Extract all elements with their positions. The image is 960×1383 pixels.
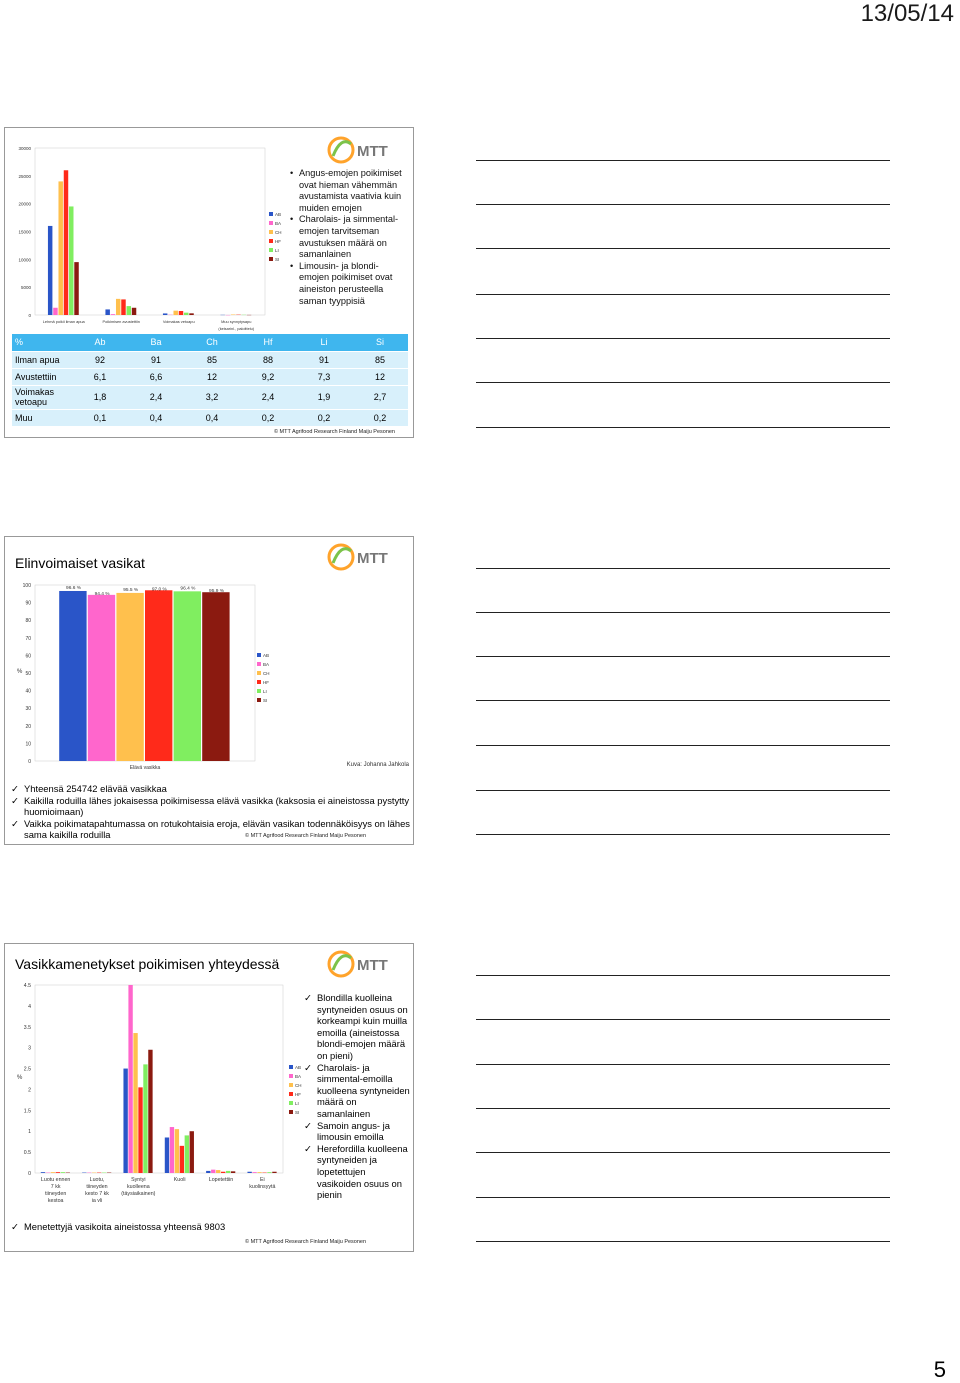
bar [206, 1171, 210, 1173]
table-header-row [12, 334, 408, 351]
legend-swatch [269, 221, 273, 225]
table-cell: 12 [184, 368, 240, 385]
logo-text: MTT [357, 550, 388, 567]
y-tick-label: 15000 [18, 229, 31, 235]
bar [179, 311, 183, 315]
y-tick-label: 80 [25, 618, 31, 625]
x-tick-label: kesto 7 kk [85, 1191, 109, 1197]
bar [111, 314, 115, 315]
y-tick-label: 0 [28, 313, 31, 318]
bar [121, 299, 125, 315]
legend-swatch [269, 230, 273, 234]
bar [88, 595, 115, 761]
y-tick-label: 4.5 [23, 983, 31, 989]
x-tick-label: kestoa [47, 1198, 64, 1202]
x-tick-label: Luotu ennen [40, 1177, 71, 1183]
bar [184, 313, 188, 315]
table-row [12, 351, 408, 368]
bar [163, 313, 167, 315]
x-tick-label: Muu synnytysapu [221, 319, 252, 324]
notes-line [476, 248, 890, 249]
y-tick-label: 1.5 [23, 1108, 31, 1115]
x-tick-label: Poikimisen avustettiin [102, 319, 140, 324]
bar [165, 1137, 169, 1173]
legend-swatch [257, 671, 261, 675]
y-tick-label: 40 [25, 688, 31, 695]
legend-label: BA [263, 662, 270, 667]
legend-label: LI [263, 689, 267, 694]
slide3-title: Vasikkamenetykset poikimisen yhteydessä [15, 956, 280, 972]
legend-swatch [289, 1092, 293, 1096]
slide2-title: Elinvoimaiset vasikat [15, 555, 145, 571]
legend-label: AB [275, 212, 282, 217]
table-cell: 88 [240, 351, 296, 368]
bar [226, 1171, 230, 1173]
y-tick-label: 3 [28, 1045, 31, 1052]
bar [56, 1172, 60, 1173]
y-tick-label: 0.5 [23, 1150, 31, 1157]
notes-line [476, 700, 890, 701]
y-tick-label: 4 [28, 1003, 31, 1010]
legend-label: CH [295, 1083, 302, 1088]
x-tick-label: Syntyi [131, 1177, 146, 1183]
table-cell: 0,4 [184, 409, 240, 426]
bar [69, 206, 73, 315]
copyright: © MTT Agrifood Research Finland Maiju Pesonen [245, 833, 367, 839]
bar [116, 593, 143, 761]
x-tick-label: Kuoli [173, 1177, 186, 1183]
legend-swatch [257, 689, 261, 693]
bar [48, 226, 52, 315]
notes-line [476, 975, 890, 976]
table-cell: 2,4 [240, 385, 296, 409]
bar [105, 309, 109, 315]
slide1-bullets [290, 168, 408, 307]
bar [128, 985, 132, 1173]
legend-swatch [257, 662, 261, 666]
bar [133, 1033, 137, 1173]
slide3-bottom-bullet [11, 1221, 301, 1232]
x-tick-label: (täysiaikainen) [121, 1191, 156, 1197]
legend-label: HF [295, 1092, 301, 1097]
notes-line [476, 160, 890, 161]
y-axis-label: % [17, 1075, 23, 1081]
bar [216, 1170, 220, 1173]
table-cell: 91 [128, 351, 184, 368]
table-cell: 0,1 [72, 409, 128, 426]
y-axis-label: % [17, 669, 23, 675]
legend-label: HF [275, 239, 281, 244]
table-cell: 0,2 [296, 409, 352, 426]
x-tick-label: kuolinsyytä [249, 1184, 276, 1190]
bar [231, 1171, 235, 1173]
legend-swatch [269, 257, 273, 261]
legend-label: HF [263, 680, 269, 685]
bar [127, 306, 131, 315]
table-cell: 0,2 [240, 409, 296, 426]
legend-label: LI [295, 1101, 299, 1106]
bar [74, 262, 78, 315]
notes-line [476, 656, 890, 657]
page-date: 13/05/14 [860, 0, 954, 27]
notes-line [476, 1197, 890, 1198]
notes-line [476, 382, 890, 383]
bar [211, 1170, 215, 1173]
y-tick-label: 3.5 [23, 1024, 31, 1031]
table-header-cell: Ch [184, 334, 240, 351]
table-cell: 2,7 [352, 385, 408, 409]
table-cell: 6,6 [128, 368, 184, 385]
y-tick-label: 50 [25, 671, 31, 677]
row-label: Voimakas vetoapu [12, 385, 72, 409]
data-label: 96.6 % [66, 585, 81, 591]
legend-label: SI [263, 698, 268, 703]
table-cell: 9,2 [240, 368, 296, 385]
table-row [12, 385, 408, 409]
bullet: • Charolais- ja simmental-emojen tarvitseman avustuksen määrä on samanlainen [290, 214, 408, 260]
legend-swatch [257, 698, 261, 702]
legend-swatch [289, 1101, 293, 1105]
y-tick-label: 2 [28, 1087, 31, 1094]
data-label: 97.0 % [151, 587, 167, 593]
legend-label: LI [275, 248, 279, 253]
mtt-logo [327, 134, 405, 171]
bar [189, 313, 193, 315]
table-header-cell: Si [352, 334, 408, 351]
table-cell: 2,4 [128, 385, 184, 409]
table-header-cell: % [12, 334, 72, 351]
y-tick-label: 0 [28, 1171, 31, 1177]
bar [170, 1127, 174, 1173]
bar [123, 1069, 127, 1173]
table-header-cell: Li [296, 334, 352, 351]
bullet: • Limousin- ja blondi-emojen poikimiset ovat aineiston perusteella saman tyyppisiä [290, 261, 408, 307]
checklist-item: ✓ Blondilla kuolleina syntyneiden osuus on korkeampi kuin muilla emoilla (aineistossa blondi-emojen määrä on pieni) [304, 992, 410, 1062]
legend-swatch [289, 1083, 293, 1087]
legend-label: AB [263, 653, 270, 658]
bar [58, 181, 62, 315]
bar [174, 591, 201, 761]
y-tick-label: 70 [25, 635, 31, 642]
checklist-item: ✓ Herefordilla kuolleena syntyneiden ja lopetettujen vasikoiden osuus on pienin [304, 1143, 410, 1201]
y-tick-label: 20 [25, 723, 31, 730]
y-tick-label: 2.5 [23, 1066, 31, 1073]
table-header-cell: Hf [240, 334, 296, 351]
notes-line [476, 1152, 890, 1153]
bar [257, 1172, 261, 1173]
bar [143, 1064, 147, 1173]
table-cell: 85 [184, 351, 240, 368]
table-cell: 85 [352, 351, 408, 368]
bar [231, 314, 235, 315]
notes-line [476, 612, 890, 613]
table-cell: 12 [352, 368, 408, 385]
slide-3 [4, 943, 414, 1252]
y-tick-label: 30000 [18, 146, 31, 151]
y-tick-label: 25000 [18, 173, 31, 179]
bullet: • Angus-emojen poikimiset ovat hieman vähemmän avustamista vaativia kuin muiden emojen [290, 168, 408, 214]
table-row [12, 368, 408, 385]
slide-2 [4, 536, 414, 845]
calf-losses-chart [7, 980, 303, 1202]
bar [272, 1172, 276, 1173]
data-label: 96.4 % [180, 586, 196, 592]
legend-label: BA [295, 1074, 302, 1079]
notes-line [476, 1019, 890, 1020]
notes-line [476, 294, 890, 295]
y-tick-label: 10000 [18, 257, 31, 263]
legend-swatch [289, 1065, 293, 1069]
y-tick-label: 30 [25, 706, 31, 713]
bar [173, 311, 177, 315]
bar [138, 1087, 142, 1173]
copyright: © MTT Agrifood Research Finland Maiju Pesonen [273, 429, 395, 435]
notes-line [476, 790, 890, 791]
notes-line [476, 204, 890, 205]
table-cell: 92 [72, 351, 128, 368]
legend-swatch [269, 248, 273, 252]
data-label: 94.4 % [94, 591, 110, 597]
data-label: 95.9 % [209, 589, 224, 595]
table-cell: 0,2 [352, 409, 408, 426]
notes-line [476, 338, 890, 339]
y-tick-label: 0 [28, 759, 31, 765]
bar [190, 1131, 194, 1173]
bar [148, 1050, 152, 1173]
checklist-item: ✓ Menetettyjä vasikoita aineistossa yhteensä 9803 [11, 1221, 301, 1232]
y-tick-label: 1 [28, 1129, 31, 1136]
bar [41, 1172, 45, 1173]
checklist-item: ✓ Kaikilla roduilla lähes jokaisessa poikimisessa elävä vasikka (kaksosia ei aineistossa pystytty huomioimaan) [11, 795, 411, 818]
x-tick-label: Elävä vasikka [129, 765, 161, 771]
table-cell: 0,4 [128, 409, 184, 426]
table-cell: 6,1 [72, 368, 128, 385]
bar [145, 590, 172, 761]
table-header-cell: Ab [72, 334, 128, 351]
slide-1 [4, 127, 414, 438]
notes-line [476, 1108, 890, 1109]
table-cell: 91 [296, 351, 352, 368]
x-tick-label: Ei [259, 1177, 265, 1183]
checklist-item: ✓ Vaikka poikimatapahtumassa on rotukohtaisia eroja, elävän vasikan todennäköisyys on lähes sama kaikilla roduilla [11, 818, 411, 841]
y-tick-label: 5000 [20, 285, 31, 291]
bar [180, 1146, 184, 1173]
bar [175, 1129, 179, 1173]
x-tick-label: Luotu, [89, 1177, 105, 1183]
notes-line [476, 834, 890, 835]
legend-swatch [269, 239, 273, 243]
bar [132, 308, 136, 315]
bar [61, 1172, 65, 1173]
bar [247, 1172, 251, 1173]
bar [221, 1172, 225, 1173]
bar [53, 308, 57, 315]
table-row [12, 409, 408, 426]
table-cell: 3,2 [184, 385, 240, 409]
bar [267, 1172, 271, 1173]
page-number: 5 [933, 1357, 946, 1382]
legend-swatch [269, 212, 273, 216]
legend-label: AB [295, 1065, 302, 1070]
x-tick-label: Voimakas vetoapu [162, 319, 195, 324]
table-header-cell: Ba [128, 334, 184, 351]
mtt-logo [327, 948, 405, 985]
y-tick-label: 90 [25, 600, 31, 607]
notes-line [476, 427, 890, 428]
bar [116, 299, 120, 315]
x-tick-label: tiineyden [45, 1191, 67, 1197]
checklist-item: ✓ Charolais- ja simmental-emoilla kuolleena syntyneiden määrä on samanlainen [304, 1062, 410, 1120]
y-tick-label: 20000 [18, 201, 31, 207]
bar [202, 592, 229, 761]
x-tick-label: tiineyden [86, 1184, 108, 1190]
bar [185, 1135, 189, 1173]
live-calves-chart [7, 577, 307, 773]
x-tick-label: 7 kk [50, 1184, 61, 1190]
legend-label: SI [295, 1110, 300, 1115]
notes-line [476, 745, 890, 746]
x-tick-label: kuolleena [126, 1184, 150, 1190]
plot-area [35, 985, 283, 1173]
bar [59, 591, 86, 761]
table-cell: 1,9 [296, 385, 352, 409]
checklist-item: ✓ Samoin angus- ja limousin emoilla [304, 1120, 410, 1143]
x-tick-label: Lopetettiin [208, 1177, 234, 1183]
table-cell: 1,8 [72, 385, 128, 409]
photo-credit: Kuva: Johanna Jahkola [346, 762, 409, 768]
bar [51, 1172, 55, 1173]
notes-line [476, 1241, 890, 1242]
row-label: Ilman apua [12, 351, 72, 368]
x-tick-label: (keisarinl., paloittelu) [218, 326, 255, 331]
copyright: © MTT Agrifood Research Finland Maiju Pesonen [245, 1239, 367, 1245]
x-tick-label: Lehmä poikii ilman apua [42, 319, 85, 324]
legend-label: CH [263, 671, 270, 676]
slide3-bullets [304, 992, 410, 1201]
bar [252, 1172, 256, 1173]
logo-text: MTT [357, 143, 388, 160]
legend-label: CH [275, 230, 282, 235]
legend-label: BA [275, 221, 282, 226]
data-label: 95.5 % [123, 587, 139, 593]
y-tick-label: 10 [25, 741, 31, 748]
x-tick-label: ja yli [91, 1198, 103, 1202]
mtt-logo [327, 541, 405, 578]
bar [64, 170, 68, 315]
y-tick-label: 100 [22, 583, 31, 589]
legend-swatch [257, 653, 261, 657]
legend-swatch [289, 1110, 293, 1114]
notes-line [476, 568, 890, 569]
legend-swatch [289, 1074, 293, 1078]
calving-assistance-chart [7, 138, 287, 338]
logo-text: MTT [357, 957, 388, 974]
table-cell: 7,3 [296, 368, 352, 385]
legend-swatch [257, 680, 261, 684]
legend-label: SI [275, 257, 280, 262]
assistance-table [12, 334, 408, 427]
row-label: Muu [12, 409, 72, 426]
y-tick-label: 60 [25, 653, 31, 660]
checklist-item: ✓ Yhteensä 254742 elävää vasikkaa [11, 783, 411, 795]
row-label: Avustettiin [12, 368, 72, 385]
notes-line [476, 1064, 890, 1065]
